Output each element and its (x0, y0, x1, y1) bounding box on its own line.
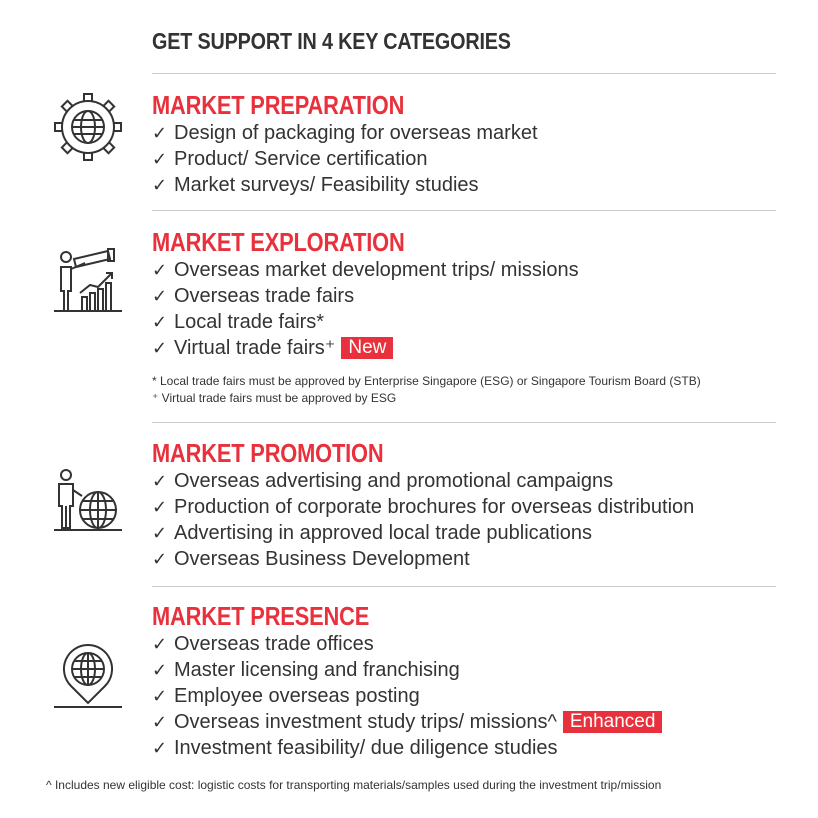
section-title: MARKET PRESENCE (152, 601, 370, 631)
item-text: Product/ Service certification (174, 148, 428, 170)
section-market-presence (0, 601, 818, 766)
item-text: Investment feasibility/ due diligence studies (174, 737, 558, 759)
item-text: Production of corporate brochures for overseas distribution (174, 496, 695, 518)
gear-globe-icon (52, 91, 124, 163)
section-market-preparation (0, 90, 818, 200)
item-text: Overseas Business Development (174, 548, 470, 570)
list-item (152, 631, 662, 657)
list-item (152, 735, 662, 761)
check-icon: ✓ (152, 260, 168, 281)
check-icon: ✓ (152, 712, 168, 733)
footnote-investment-trip: ^ Includes new eligible cost: logistic costs for transporting materials/samples used during the investment trip/mission (46, 778, 662, 792)
check-icon: ✓ (152, 175, 168, 196)
item-text: Overseas advertising and promotional campaigns (174, 470, 614, 492)
item-text: Market surveys/ Feasibility studies (174, 174, 479, 196)
page-heading: GET SUPPORT IN 4 KEY CATEGORIES (152, 28, 511, 54)
section-market-promotion (0, 438, 818, 574)
divider (152, 586, 776, 587)
section-market-exploration (0, 227, 818, 412)
footnote-virtual-trade-fairs: ⁺ Virtual trade fairs must be approved by ESG (152, 391, 397, 405)
check-icon: ✓ (152, 338, 168, 359)
item-list (152, 257, 579, 361)
enhanced-badge: Enhanced (563, 711, 663, 733)
list-item (152, 494, 694, 520)
presenter-globe-icon (52, 466, 124, 538)
item-text: Employee overseas posting (174, 685, 420, 707)
list-item (152, 683, 662, 709)
globe-pin-icon (52, 643, 124, 715)
item-text: Overseas market development trips/ missions (174, 259, 579, 281)
list-item (152, 657, 662, 683)
item-text: Virtual trade fairs⁺ (174, 337, 336, 359)
section-title: MARKET EXPLORATION (152, 227, 405, 257)
check-icon: ✓ (152, 123, 168, 144)
check-icon: ✓ (152, 549, 168, 570)
item-list (152, 120, 538, 198)
check-icon: ✓ (152, 634, 168, 655)
section-title: MARKET PREPARATION (152, 90, 405, 120)
new-badge: New (341, 337, 393, 359)
telescope-growth-icon (52, 241, 124, 313)
list-item (152, 335, 579, 361)
list-item (152, 283, 579, 309)
check-icon: ✓ (152, 471, 168, 492)
item-text: Overseas trade offices (174, 633, 374, 655)
check-icon: ✓ (152, 660, 168, 681)
check-icon: ✓ (152, 497, 168, 518)
divider (152, 210, 776, 211)
list-item (152, 120, 538, 146)
check-icon: ✓ (152, 523, 168, 544)
list-item (152, 257, 579, 283)
list-item (152, 709, 662, 735)
check-icon: ✓ (152, 738, 168, 759)
check-icon: ✓ (152, 312, 168, 333)
item-text: Local trade fairs* (174, 311, 325, 333)
check-icon: ✓ (152, 686, 168, 707)
item-list (152, 631, 662, 761)
list-item (152, 520, 694, 546)
list-item (152, 309, 579, 335)
list-item (152, 172, 538, 198)
footnote-local-trade-fairs: * Local trade fairs must be approved by Enterprise Singapore (ESG) or Singapore Tourism Board (STB) (152, 374, 701, 388)
divider (152, 422, 776, 423)
item-text: Overseas trade fairs (174, 285, 355, 307)
item-text: Master licensing and franchising (174, 659, 460, 681)
item-text: Design of packaging for overseas market (174, 122, 538, 144)
check-icon: ✓ (152, 286, 168, 307)
item-text: Overseas investment study trips/ missions^ (174, 711, 557, 733)
item-text: Advertising in approved local trade publications (174, 522, 593, 544)
list-item (152, 146, 538, 172)
item-list (152, 468, 694, 572)
check-icon: ✓ (152, 149, 168, 170)
section-title: MARKET PROMOTION (152, 438, 384, 468)
divider (152, 73, 776, 74)
list-item (152, 468, 694, 494)
list-item (152, 546, 694, 572)
